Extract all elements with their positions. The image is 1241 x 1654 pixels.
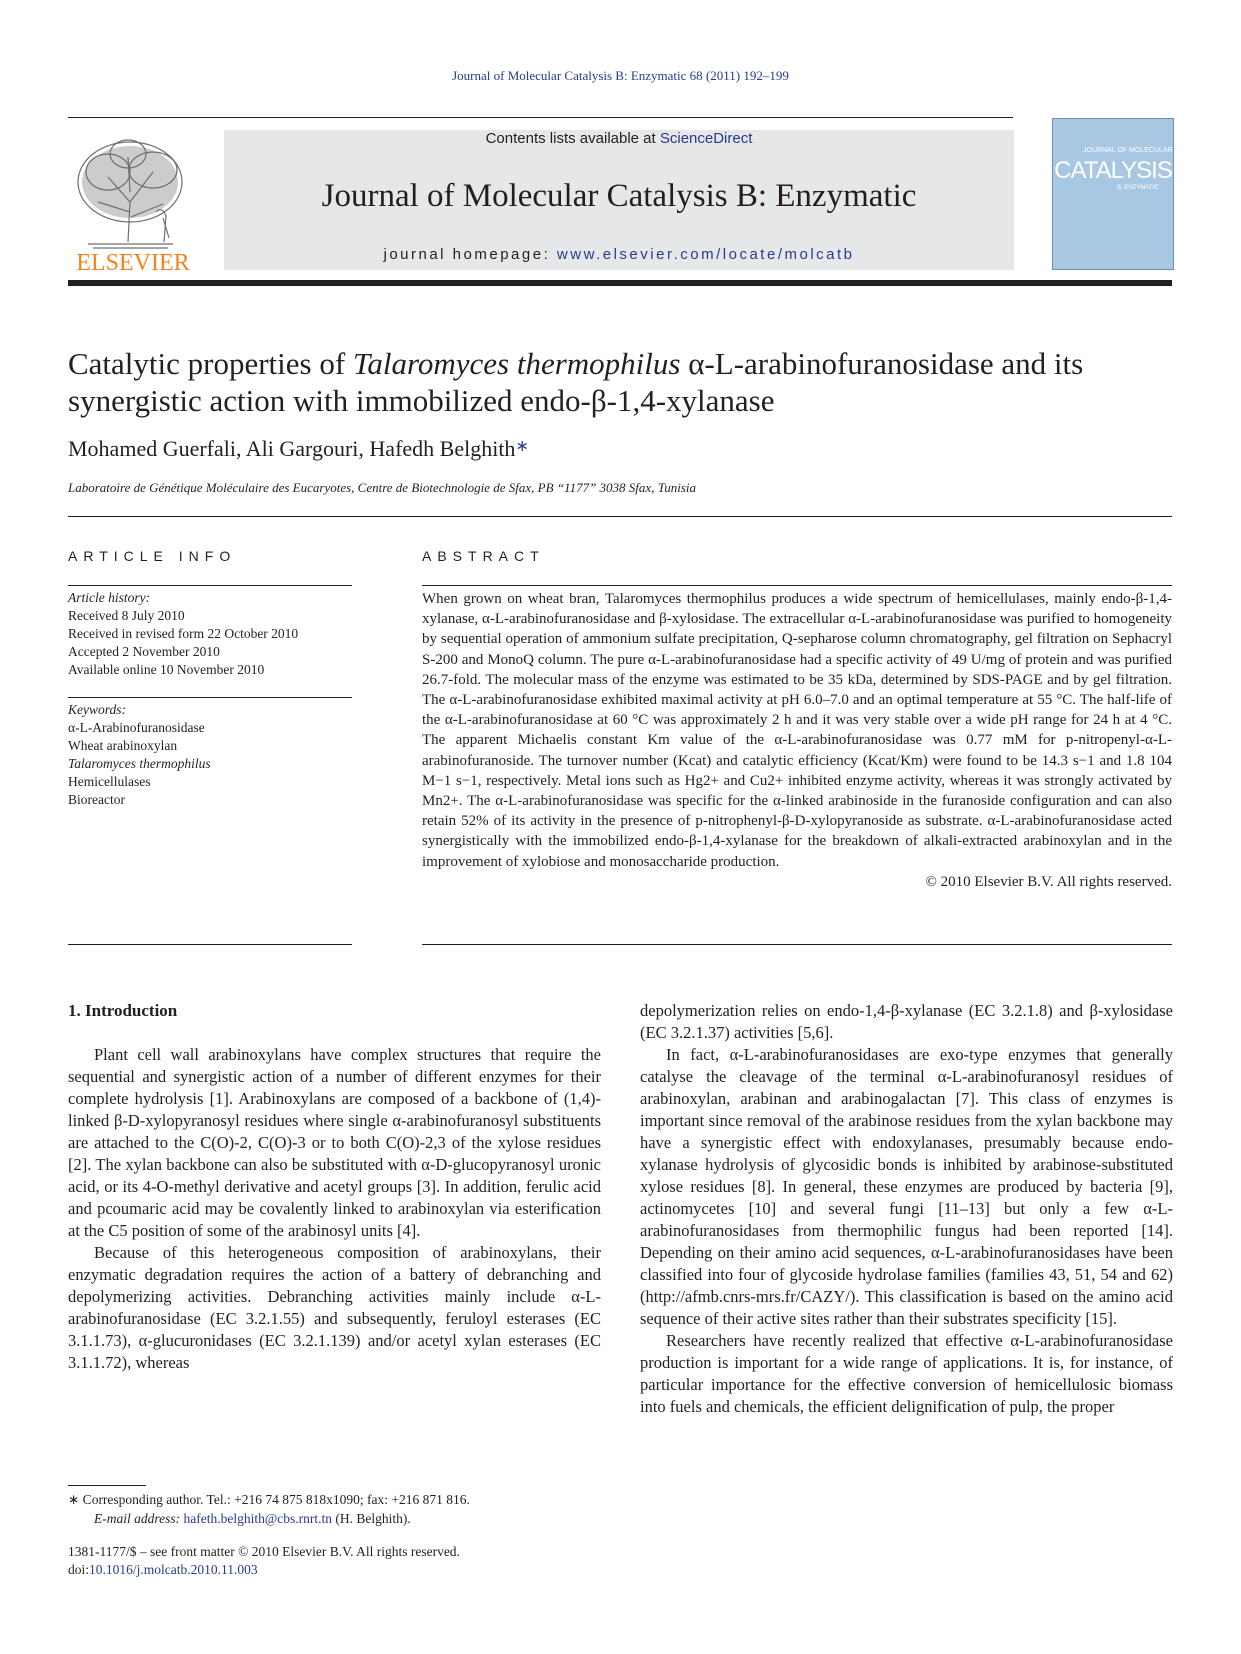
keyword-item: Hemicellulases — [68, 774, 151, 789]
article-info-rule — [68, 585, 352, 586]
elsevier-logo — [68, 132, 198, 274]
keywords — [68, 701, 352, 809]
history-item: Accepted 2 November 2010 — [68, 644, 220, 659]
issn-line: 1381-1177/$ – see front matter © 2010 Elsevier B.V. All rights reserved. — [68, 1544, 460, 1559]
body-column-left — [68, 1000, 601, 1374]
author-list: Mohamed Guerfali, Ali Gargouri, Hafedh Belghith — [68, 436, 516, 461]
section-heading: 1. Introduction — [68, 1001, 178, 1020]
body-paragraph: depolymerization relies on endo-1,4-β-xylanase (EC 3.2.1.8) and β-xylosidase (EC 3.2.1.37) activities [5,6]. — [640, 1001, 1173, 1042]
homepage-link[interactable]: www.elsevier.com/locate/molcatb — [556, 246, 855, 263]
keywords-rule — [68, 697, 352, 698]
email-suffix: (H. Belghith). — [332, 1511, 411, 1526]
footnote-email-line — [68, 1509, 628, 1528]
authors — [68, 436, 529, 462]
history-label: Article history: — [68, 590, 151, 605]
elsevier-tree-icon — [68, 132, 198, 274]
affiliation: Laboratoire de Génétique Moléculaire des Eucaryotes, Centre de Biotechnologie de Sfax, PB “1177” 3038 Sfax, Tunisia — [68, 480, 696, 495]
homepage-label: journal homepage: — [383, 246, 557, 263]
keyword-item: α-L-Arabinofuranosidase — [68, 720, 205, 735]
cover-title: CATALYSIS — [1054, 157, 1172, 184]
section-rule — [68, 516, 1172, 517]
article-info-heading: ARTICLE INFO — [68, 548, 237, 564]
history-item: Available online 10 November 2010 — [68, 662, 265, 677]
keyword-item: Bioreactor — [68, 792, 125, 807]
history-item: Received 8 July 2010 — [68, 608, 185, 623]
body-paragraph: Because of this heterogeneous composition of arabinoxylans, their enzymatic degradation requires the action of a battery of debranching and depolymerizing activities. Debranching activities mainly include α-L-arabinofuranosidase (EC 3.2.1.55) and subsequently, feruloyl esterases (EC 3.1.1.73), α-glucuronidases (EC 3.2.1.139) and/or acetyl xylan esterases (EC 3.1.1.72), whereas — [68, 1243, 601, 1372]
abstract-heading: ABSTRACT — [422, 548, 545, 564]
abstract-body — [422, 589, 1172, 892]
sciencedirect-link[interactable]: ScienceDirect — [659, 130, 753, 147]
email-link[interactable]: hafeth.belghith@cbs.rnrt.tn — [183, 1511, 333, 1526]
journal-banner — [224, 130, 1014, 270]
contents-availability — [224, 130, 1014, 147]
footnote-rule — [68, 1485, 146, 1486]
abstract-rule — [422, 585, 1172, 586]
email-label: E-mail address: — [94, 1511, 184, 1526]
keywords-label: Keywords: — [68, 702, 126, 717]
corresponding-author-mark[interactable]: ∗ — [515, 438, 529, 455]
cover-subtitle: JOURNAL OF MOLECULAR — [1083, 147, 1173, 154]
article-info-bottom-rule — [68, 944, 352, 945]
history-item: Received in revised form 22 October 2010 — [68, 626, 299, 641]
title-species: Talaromyces thermophilus — [352, 346, 681, 381]
journal-cover-thumbnail[interactable] — [1052, 118, 1174, 270]
body-paragraph: Researchers have recently realized that effective α-L-arabinofuranosidase production is important for a wide range of applications. It is, for instance, of particular importance for the effective conversion of hemicellulosic biomass into fuels and chemicals, the efficient delignification of pulp, the proper — [640, 1331, 1173, 1416]
title-part-1: Catalytic properties of — [68, 346, 353, 381]
journal-homepage — [224, 246, 1014, 263]
top-rule — [68, 117, 1013, 118]
contents-prefix: Contents lists available at — [485, 130, 660, 147]
article-history — [68, 589, 352, 679]
title-part-2: α-L-arabinofuranosidase and its synergistic action with immobilized endo-β-1,4-xylanase — [68, 346, 1084, 418]
doi-label: doi: — [68, 1562, 90, 1577]
cover-subtitle-2: B: ENZYMATIC — [1117, 185, 1159, 191]
footnote — [68, 1490, 628, 1528]
abstract-copyright: © 2010 Elsevier B.V. All rights reserved. — [925, 873, 1172, 890]
keyword-item: Wheat arabinoxylan — [68, 738, 178, 753]
header-rule — [68, 280, 1172, 286]
front-matter — [68, 1543, 628, 1579]
footnote-corresponding: ∗ Corresponding author. Tel.: +216 74 875 818x1090; fax: +216 871 816. — [68, 1492, 470, 1507]
elsevier-wordmark: ELSEVIER — [76, 250, 190, 274]
body-column-right — [640, 1000, 1173, 1418]
doi-line — [68, 1561, 628, 1579]
body-paragraph: In fact, α-L-arabinofuranosidases are exo-type enzymes that generally catalyse the cleavage of the terminal α-L-arabinofuranosyl residues of arabinoxylan, arabinan and arabinogalactan [7]. This class of enzymes is important since removal of the arabinose residues from the xylan backbone may have a synergistic effect with endoxylanases, presumably because endo-xylanase hydrolysis of glycosidic bonds is inhibited by arabinose-substituted xylose residues [8]. In general, these enzymes are produced by bacteria [9], actinomycetes [10] and several fungi [11–13] but only a few α-L-arabinofuranosidases from thermophilic fungus had been reported [14]. Depending on their amino acid sequences, α-L-arabinofuranosidases have been classified into four of glycoside hydrolase families (families 43, 51, 54 and 62) (http://afmb.cnrs-mrs.fr/CAZY/). This classification is based on the amino acid sequence of their active sites rather than their substrates specificity [15]. — [640, 1045, 1173, 1328]
doi-link[interactable]: 10.1016/j.molcatb.2010.11.003 — [89, 1562, 258, 1577]
journal-title: Journal of Molecular Catalysis B: Enzymatic — [321, 178, 917, 214]
abstract-bottom-rule — [422, 944, 1172, 945]
body-paragraph: Plant cell wall arabinoxylans have complex structures that require the sequential and synergistic action of a number of different enzymes for their complete hydrolysis [1]. Arabinoxylans are composed of a backbone of (1,4)-linked β-D-xylopyranosyl residues where single α-arabinofuranosyl substituents are attached to the C(O)-2, C(O)-3 or to both C(O)-2,3 of the xylose residues [2]. The xylan backbone can also be substituted with α-D-glucopyranosyl uronic acid, or its 4-O-methyl derivative and acetyl groups [3]. In addition, ferulic acid and pcoumaric acid may be covalently linked to arabinoxylan via esterification at the C5 position of some of the arabinosyl units [4]. — [68, 1045, 601, 1240]
keyword-item: Talaromyces thermophilus — [68, 756, 211, 771]
abstract-text: When grown on wheat bran, Talaromyces thermophilus produces a wide spectrum of hemicellulases, mainly endo-β-1,4-xylanase, α-L-arabinofuranosidase and β-xylosidase. The extracellular α-L-arabinofuranosidase was purified to homogeneity by sequential operation of ammonium sulfate precipitation, Q-sepharose column chromatography, gel filtration on Sephacryl S-200 and MonoQ column. The pure α-L-arabinofuranosidase had a specific activity of 49 U/mg of protein and was purified 26.7-fold. The molecular mass of the enzyme was estimated to be 35 kDa, determined by SDS-PAGE and by gel filtration. The α-L-arabinofuranosidase exhibited maximal activity at pH 6.0–7.0 and an optimal temperature at 55 °C. The half-life of the α-L-arabinofuranosidase at 60 °C was approximately 2 h and it was very stable over a wide pH range for 24 h at 4 °C. The apparent Michaelis constant Km value of the α-L-arabinofuranosidase was 0.77 mM for p-nitropenyl-α-L-arabinofuranoside. The turnover number (Kcat) and catalytic efficiency (Kcat/Km) were found to be 14.3 s−1 and 1.8 104 M−1 s−1, respectively. Metal ions such as Hg2+ and Cu2+ inhibited enzyme activity, whereas it was strongly activated by Mn2+. The α-L-arabinofuranosidase was specific for the α-linked arabinoside in the furanoside configuration and can also retain 52% of its activity in the presence of p-nitrophenyl-β-D-xylopyranoside as substrate. α-L-arabinofuranosidase acted synergistically with the immobilized endo-β-1,4-xylanase for the breakdown of alkali-extracted arabinoxylan and in the improvement of xylobiose and monosaccharide production. — [422, 591, 1172, 870]
article-title — [68, 345, 1178, 419]
journal-reference[interactable]: Journal of Molecular Catalysis B: Enzymatic 68 (2011) 192–199 — [452, 68, 789, 83]
